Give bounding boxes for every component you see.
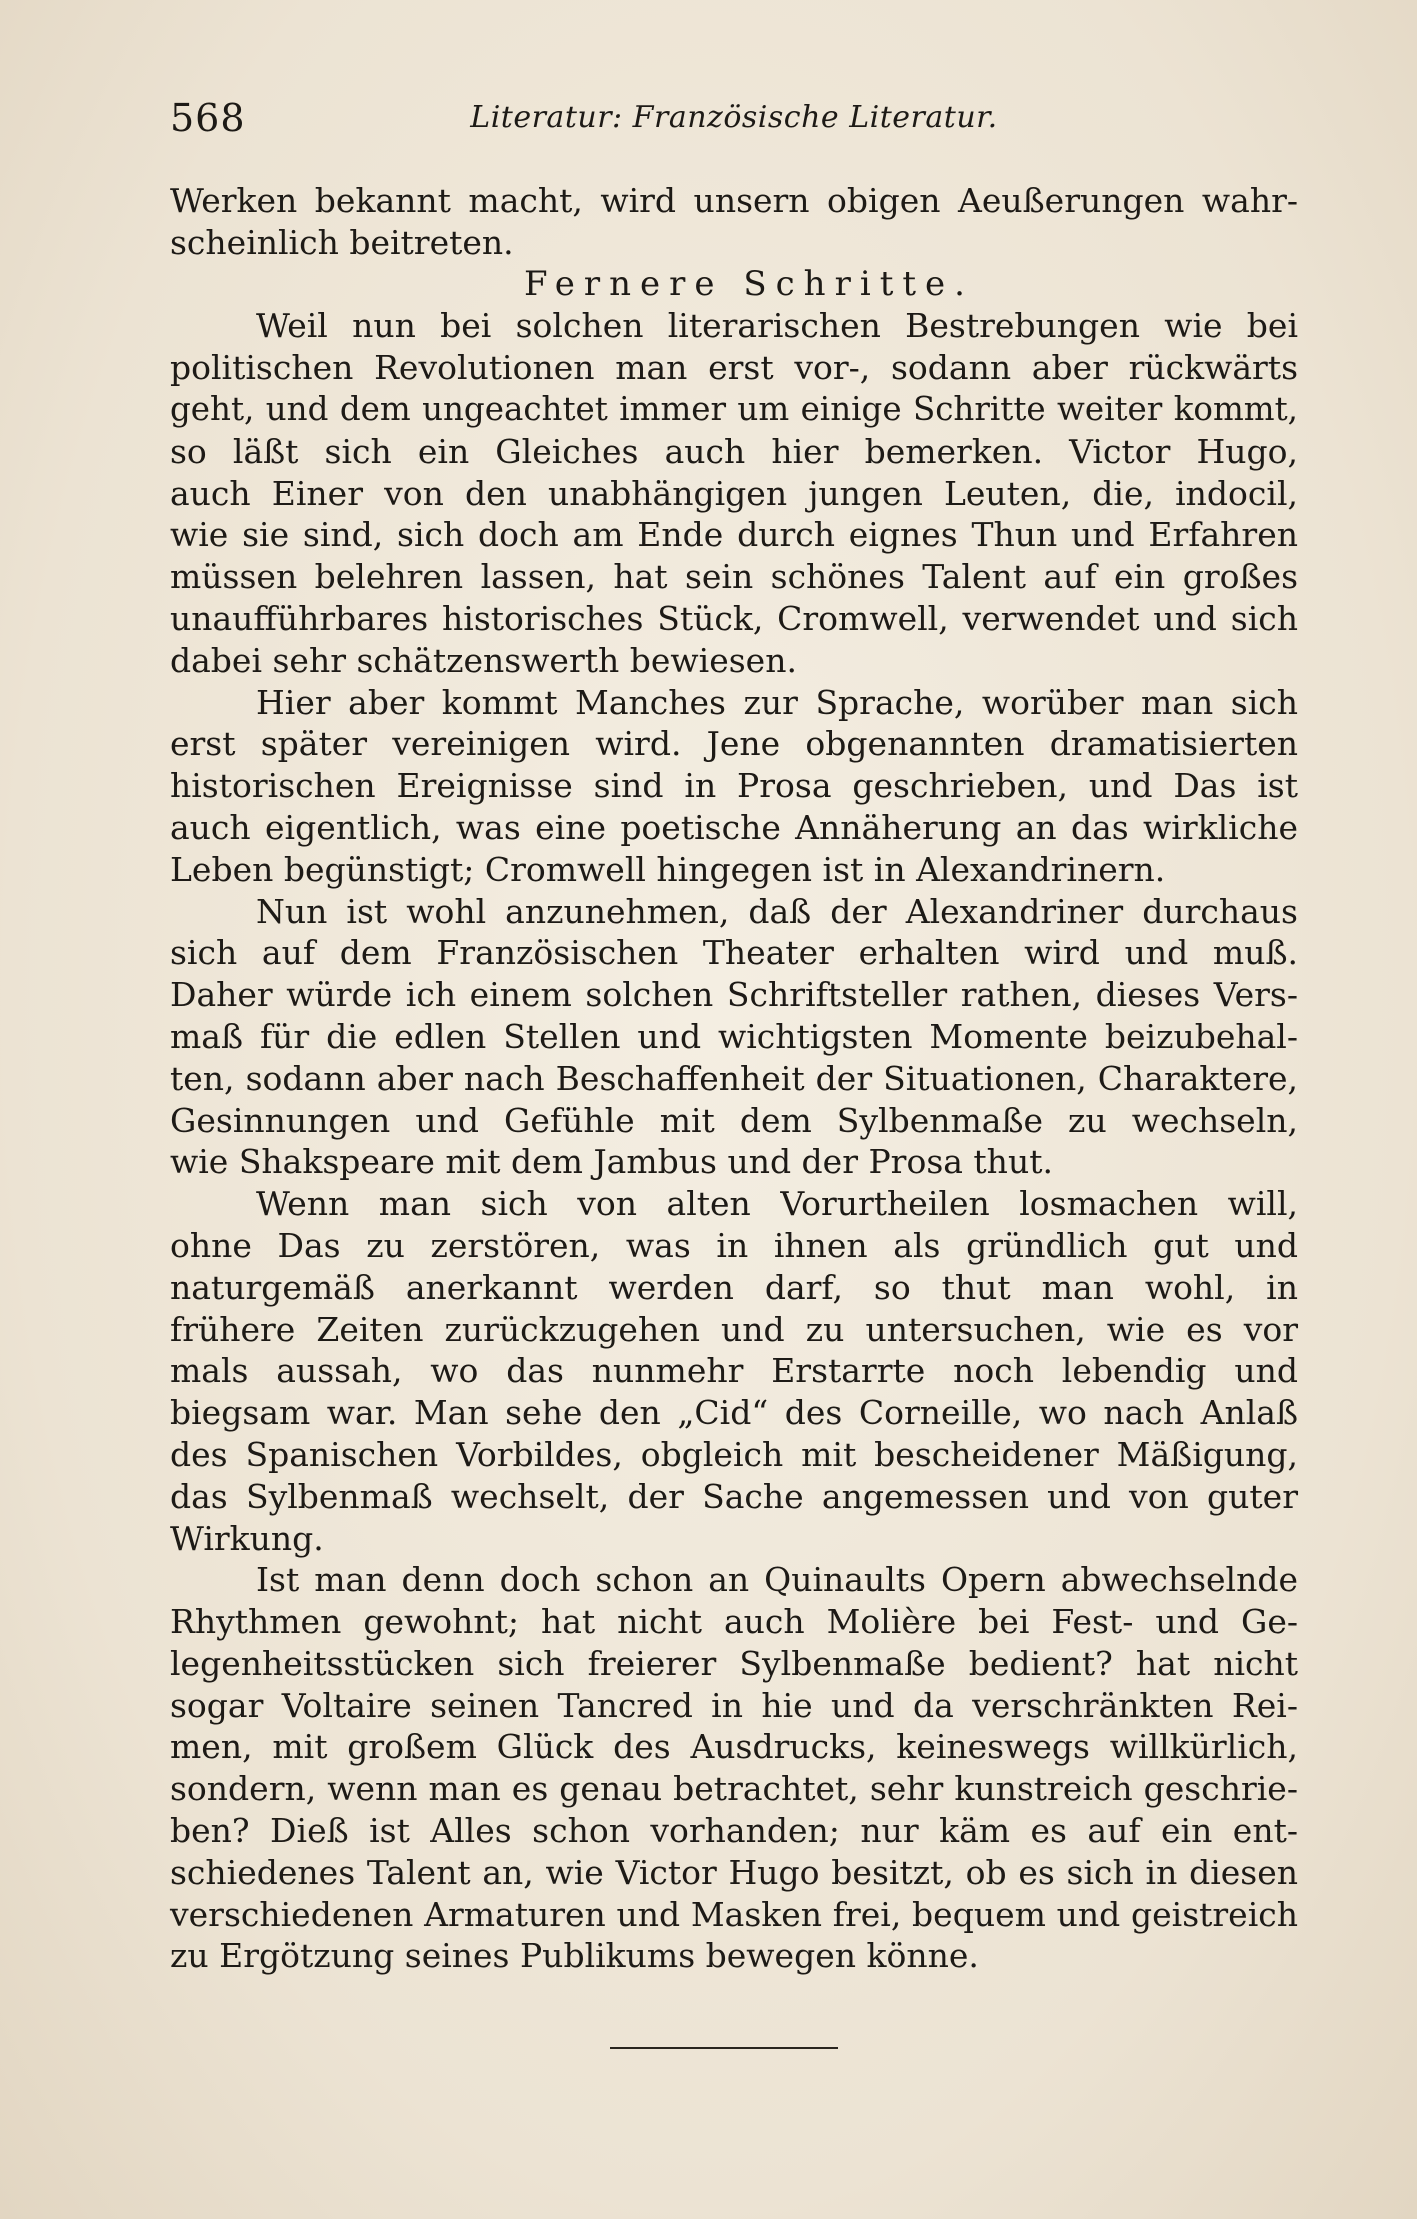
- text-line: mals aussah, wo das nunmehr Erstarrte noch lebendig und: [170, 1351, 1298, 1391]
- text-line: politischen Revolutionen man erst vor-, sodann aber rückwärts: [170, 348, 1298, 388]
- text-line: men, mit großem Glück des Ausdrucks, keineswegs willkürlich,: [170, 1727, 1298, 1767]
- text-line: Ist man denn doch schon an Quinaults Opern abwechselnde: [256, 1560, 1298, 1600]
- text-line: ten, sodann aber nach Beschaffenheit der Situationen, Charaktere,: [170, 1058, 1298, 1098]
- text-line: müssen belehren lassen, hat sein schönes Talent auf ein großes: [170, 557, 1298, 597]
- text-line: das Sylbenmaß wechselt, der Sache angemessen und von guter: [170, 1476, 1298, 1516]
- text-line: geht, und dem ungeachtet immer um einige Schritte weiter kommt,: [170, 389, 1298, 428]
- text-line: Weil nun bei solchen literarischen Bestrebungen wie bei: [256, 306, 1298, 346]
- text-line: Nun ist wohl anzunehmen, daß der Alexandriner durchaus: [256, 891, 1298, 931]
- text-line: wie sie sind, sich doch am Ende durch eignes Thun und Erfahren: [170, 515, 1298, 555]
- text-line: auch eigentlich, was eine poetische Annäherung an das wirkliche: [170, 807, 1298, 847]
- text-line: dabei sehr schätzenswerth bewiesen.: [170, 640, 797, 680]
- text-line: legenheitsstücken sich freierer Sylbenmaße bedient? hat nicht: [170, 1643, 1298, 1683]
- running-head: Literatur: Französische Literatur.: [470, 100, 998, 135]
- closing-rule: [610, 2047, 838, 2049]
- text-line: Werken bekannt macht, wird unsern obigen Aeußerungen wahr-: [170, 181, 1298, 220]
- section-heading: Fernere Schritte.: [524, 263, 974, 304]
- text-line: Rhythmen gewohnt; hat nicht auch Molière bei Fest- und Ge-: [170, 1602, 1298, 1642]
- text-line: Wenn man sich von alten Vorurtheilen losmachen will,: [256, 1184, 1298, 1224]
- text-line: ben? Dieß ist Alles schon vorhanden; nur käm es auf ein ent-: [170, 1811, 1298, 1851]
- text-line: unaufführbares historisches Stück, Cromwell, verwendet und sich: [170, 598, 1298, 638]
- text-line: des Spanischen Vorbildes, obgleich mit bescheidener Mäßigung,: [170, 1434, 1298, 1474]
- text-line: so läßt sich ein Gleiches auch hier bemerken. Victor Hugo,: [170, 431, 1298, 471]
- text-line: biegsam war. Man sehe den „Cid“ des Corneille, wo nach Anlaß: [170, 1393, 1298, 1433]
- text-line: Daher würde ich einem solchen Schriftsteller rathen, dieses Vers-: [170, 975, 1298, 1015]
- text-line: Wirkung.: [170, 1518, 324, 1558]
- text-line: wie Shakspeare mit dem Jambus und der Prosa thut.: [170, 1142, 1053, 1182]
- text-line: frühere Zeiten zurückzugehen und zu untersuchen, wie es vor: [170, 1309, 1298, 1349]
- text-line: Hier aber kommt Manches zur Sprache, worüber man sich: [256, 682, 1298, 722]
- text-line: zu Ergötzung seines Publikums bewegen könne.: [170, 1936, 979, 1976]
- page-header: [170, 96, 1298, 152]
- text-line: naturgemäß anerkannt werden darf, so thut man wohl, in: [170, 1267, 1298, 1307]
- text-line: schiedenes Talent an, wie Victor Hugo besitzt, ob es sich in diesen: [170, 1852, 1298, 1892]
- page-number: 568: [170, 96, 246, 140]
- text-line: maß für die edlen Stellen und wichtigsten Momente beizubehal-: [170, 1016, 1298, 1056]
- text-line: sogar Voltaire seinen Tancred in hie und da verschränkten Rei-: [170, 1685, 1298, 1725]
- text-line: auch Einer von den unabhängigen jungen Leuten, die, indocil,: [170, 473, 1298, 513]
- text-line: verschiedenen Armaturen und Masken frei, bequem und geistreich: [170, 1894, 1298, 1934]
- text-line: erst später vereinigen wird. Jene obgenannten dramatisierten: [170, 724, 1298, 764]
- body-text: [170, 180, 1298, 1977]
- text-line: historischen Ereignisse sind in Prosa geschrieben, und Das ist: [170, 766, 1298, 806]
- text-line: Gesinnungen und Gefühle mit dem Sylbenmaße zu wechseln,: [170, 1100, 1298, 1140]
- text-line: sondern, wenn man es genau betrachtet, sehr kunstreich geschrie-: [170, 1769, 1298, 1809]
- text-line: sich auf dem Französischen Theater erhalten wird und muß.: [170, 933, 1298, 973]
- text-line: Leben begünstigt; Cromwell hingegen ist in Alexandrinern.: [170, 849, 1166, 889]
- text-line: ohne Das zu zerstören, was in ihnen als gründlich gut und: [170, 1225, 1298, 1265]
- text-line: scheinlich beitreten.: [170, 222, 514, 262]
